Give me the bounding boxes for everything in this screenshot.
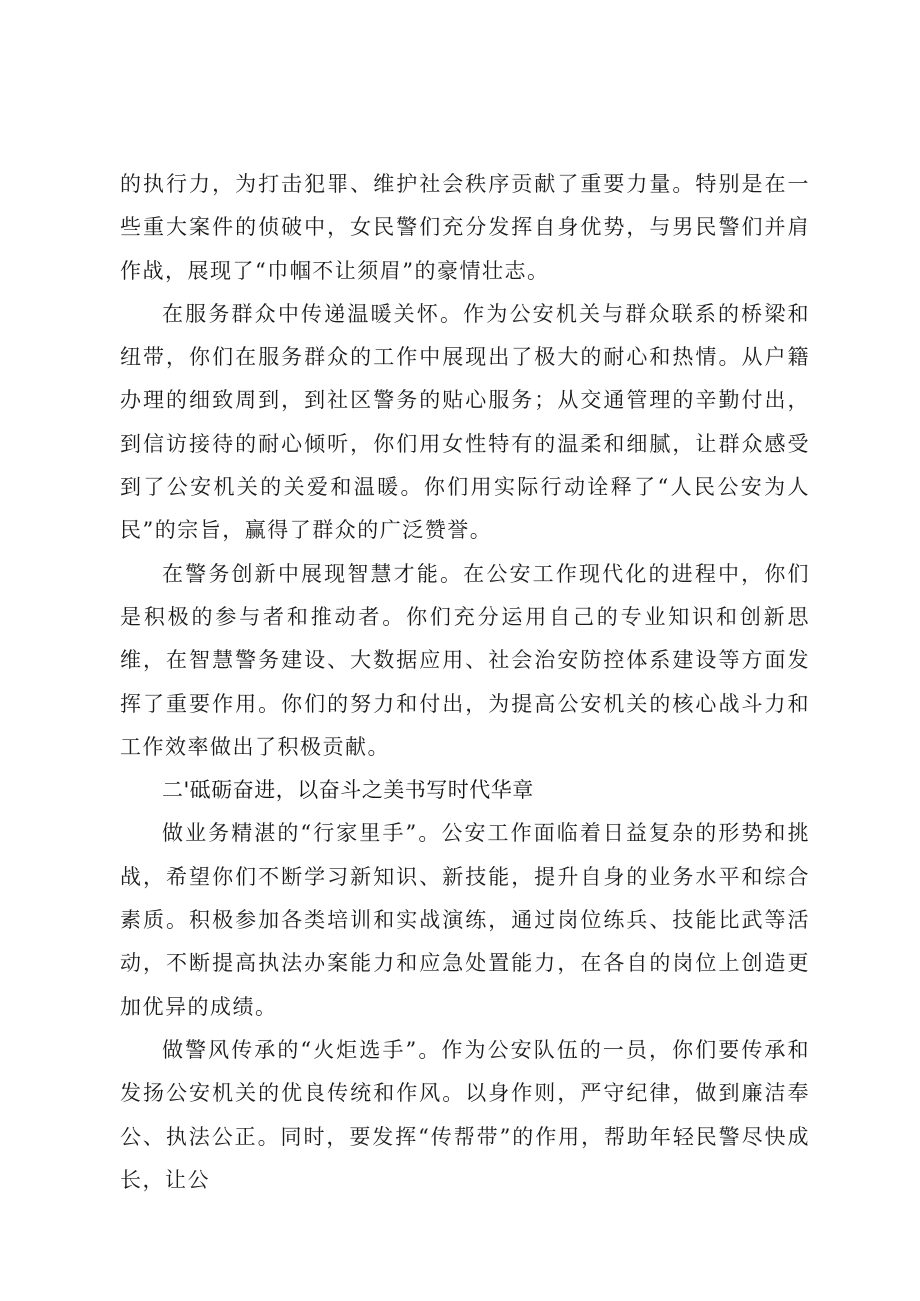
- section-heading: 二'砥砺奋进，以奋斗之美书写时代华章: [162, 778, 534, 803]
- document-body: [120, 163, 810, 1202]
- paragraph-serving-public: 在服务群众中传递温暖关怀。作为公安机关与群众联系的桥梁和纽带，你们在服务群众的工作中展现出了极大的耐心和热情。从户籍办理的细致周到，到社区警务的贴心服务；从交通管理的辛勤付出，到信访接待的耐心倾听，你们用女性特有的温柔和细腻，让群众感受到了公安机关的关爱和温暖。你们用实际行动诠释了“人民公安为人民”的宗旨，赢得了群众的广泛赞誉。: [120, 301, 810, 543]
- paragraph-business-expert: 做业务精湛的“行家里手”。公安工作面临着日益复杂的形势和挑战，希望你们不断学习新知识、新技能，提升自身的业务水平和综合素质。积极参加各类培训和实战演练，通过岗位练兵、技能比武等活动，不断提高执法办案能力和应急处置能力，在各自的岗位上创造更加优异的成绩。: [120, 821, 810, 1019]
- paragraph-police-innovation: 在警务创新中展现智慧才能。在公安工作现代化的进程中，你们是积极的参与者和推动者。你们充分运用自己的专业知识和创新思维，在智慧警务建设、大数据应用、社会治安防控体系建设等方面发挥了重要作用。你们的努力和付出，为提高公安机关的核心战斗力和工作效率做出了积极贡献。: [120, 561, 810, 759]
- paragraph-law-enforcement: 的执行力，为打击犯罪、维护社会秩序贡献了重要力量。特别是在一些重大案件的侦破中，女民警们充分发挥自身优势，与男民警们并肩作战，展现了“巾帼不让须眉”的豪情壮志。: [120, 172, 810, 283]
- paragraph-police-tradition: 做警风传承的“火炬选手”。作为公安队伍的一员，你们要传承和发扬公安机关的优良传统和作风。以身作则，严守纪律，做到廉洁奉公、执法公正。同时，要发挥“传帮带”的作用，帮助年轻民警尽快成长，让公: [120, 1037, 810, 1192]
